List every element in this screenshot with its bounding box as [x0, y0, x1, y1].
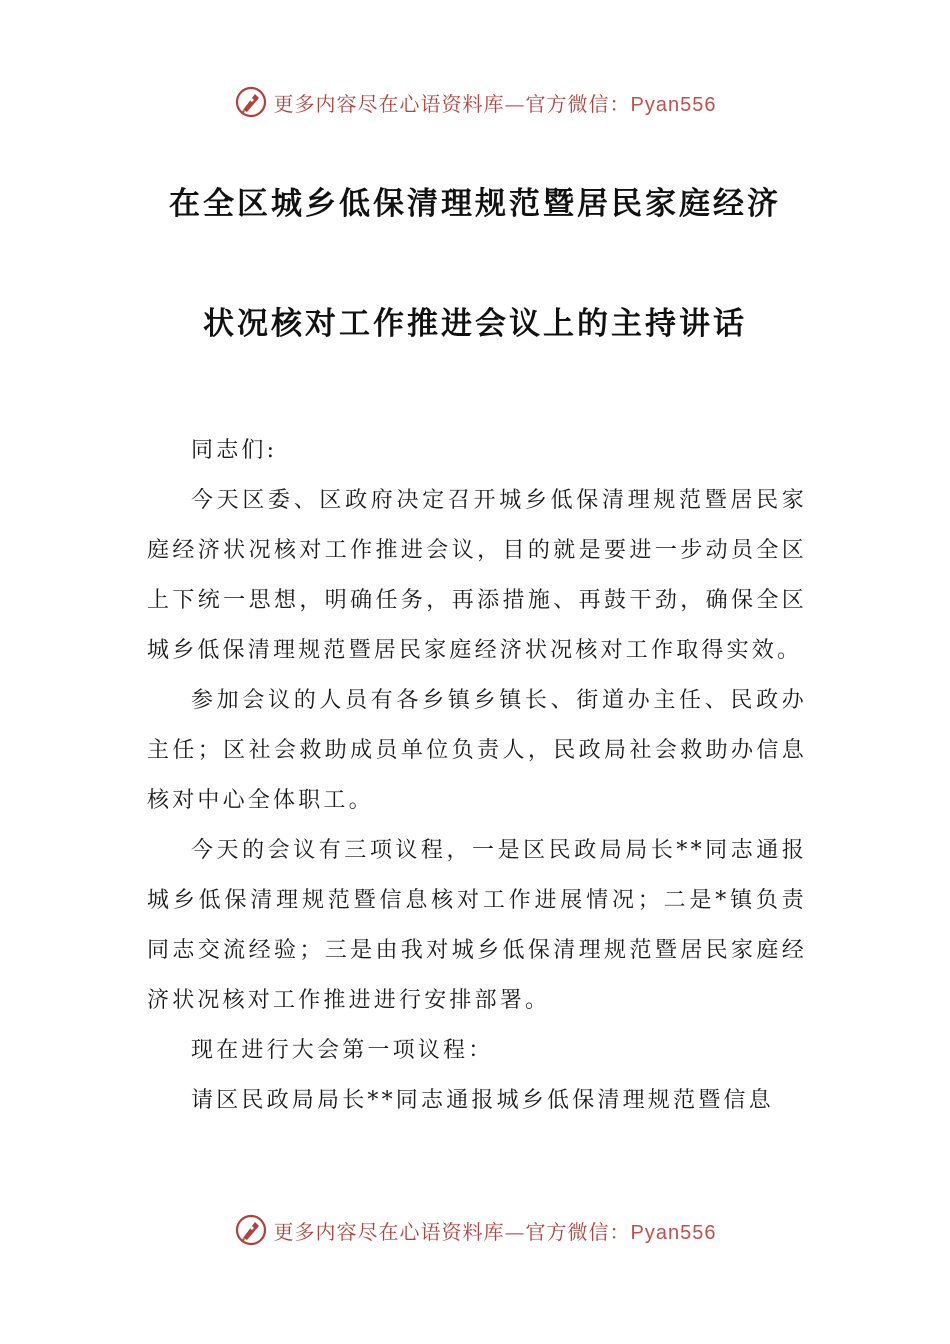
document-title-line-2: 状况核对工作推进会议上的主持讲话 [203, 306, 747, 342]
footer-banner [0, 1210, 950, 1250]
paragraph: 请区民政局局长**同志通报城乡低保清理规范暨信息 [191, 1088, 774, 1113]
pen-nib-logo-icon [234, 85, 268, 119]
banner-text: 更多内容尽在心语资料库—官方微信：Pyan556 [273, 91, 717, 116]
paragraph: 今天区委、区政府决定召开城乡低保清理规范暨居民家庭经济状况核对工作推进会议，目的就是要进一步动员全区上下统一思想，明确任务，再添措施、再鼓干劲，确保全区城乡低保清理规范暨居民家庭经济状况核对工作取得实效。 [147, 488, 807, 663]
document-title-line-1: 在全区城乡低保清理规范暨居民家庭经济 [169, 186, 781, 222]
document-body [147, 426, 807, 1126]
wechat-id: Pyan556 [630, 93, 717, 116]
salutation: 同志们: [191, 438, 278, 463]
header-banner [0, 82, 950, 122]
paragraph: 参加会议的人员有各乡镇乡镇长、街道办主任、民政办主任；区社会救助成员单位负责人，民政局社会救助办信息核对中心全体职工。 [147, 688, 807, 813]
banner-text: 更多内容尽在心语资料库—官方微信：Pyan556 [273, 1219, 717, 1244]
wechat-id: Pyan556 [630, 1221, 717, 1244]
paragraph: 现在进行大会第一项议程： [191, 1038, 494, 1063]
paragraph: 今天的会议有三项议程，一是区民政局局长**同志通报城乡低保清理规范暨信息核对工作进展情况；二是*镇负责同志交流经验；三是由我对城乡低保清理规范暨居民家庭经济状况核对工作推进进行安排部署。 [147, 838, 807, 1013]
pen-nib-logo-icon [234, 1213, 268, 1247]
